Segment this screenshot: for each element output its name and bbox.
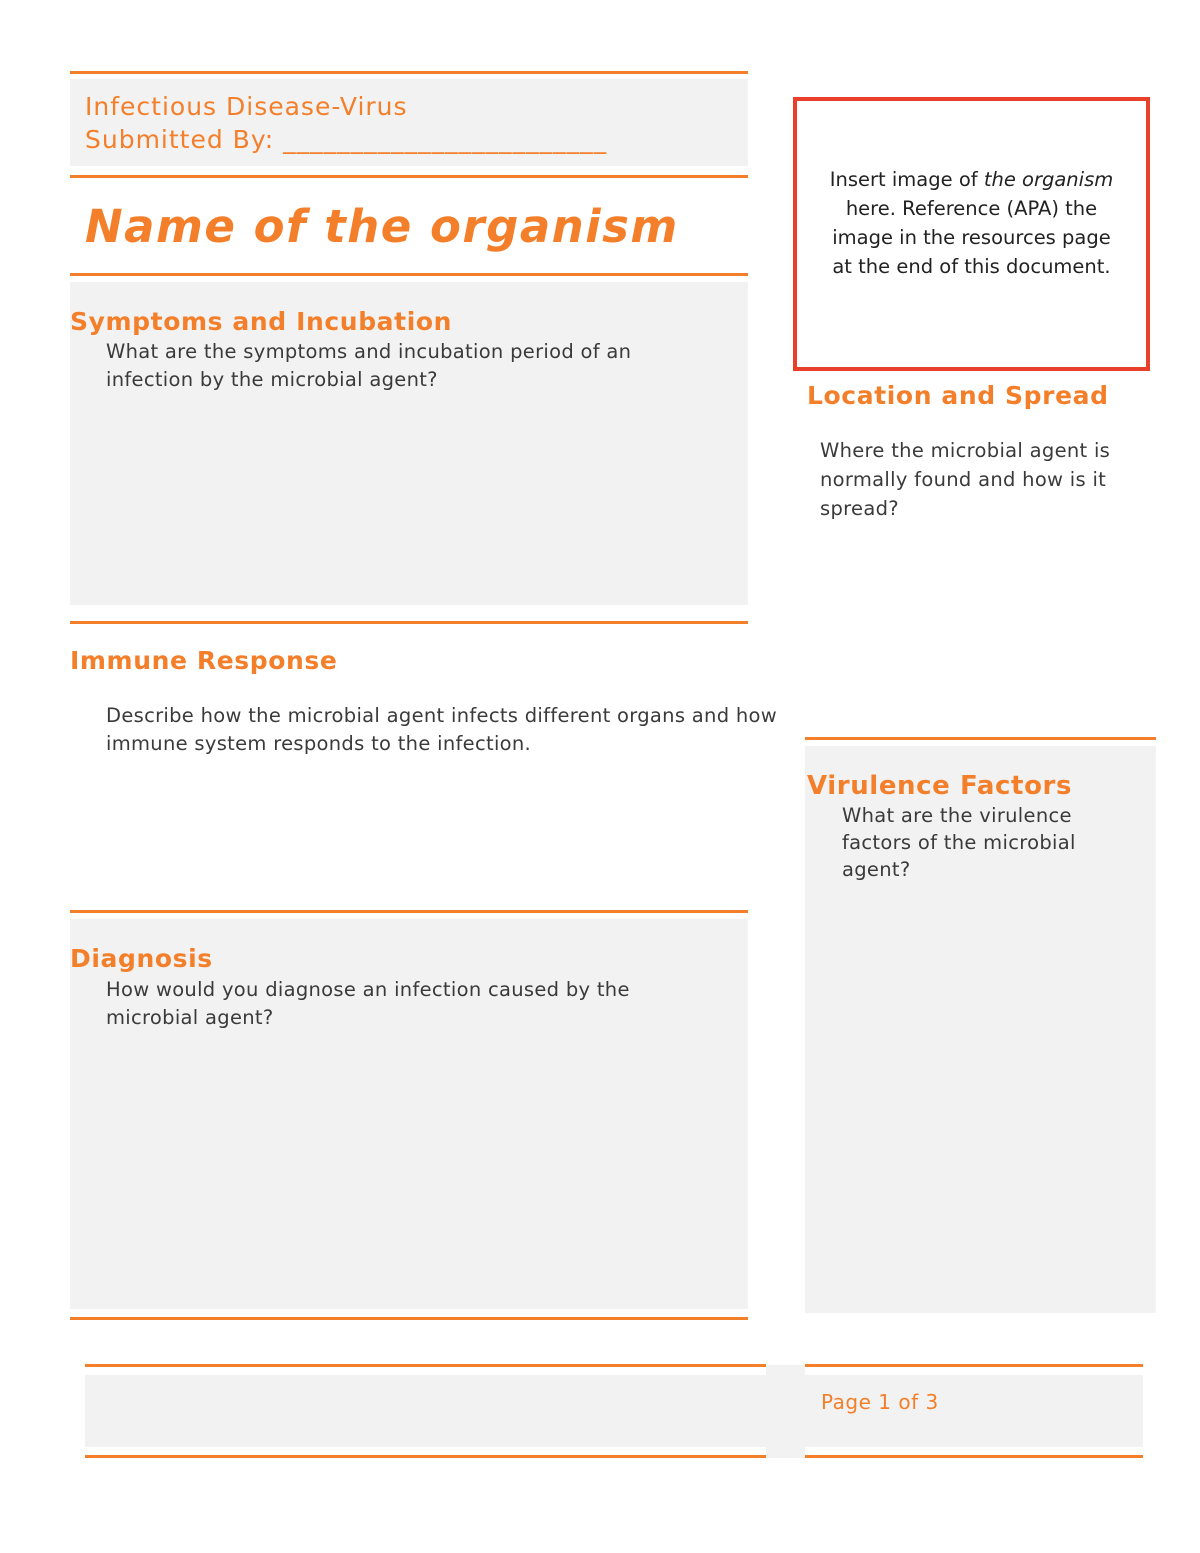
immune-heading: Immune Response — [70, 646, 338, 675]
page-number: Page 1 of 3 — [821, 1390, 939, 1414]
footer-right-top-rule — [805, 1364, 1143, 1367]
image-placeholder[interactable] — [793, 97, 1150, 371]
footer-right-bottom-rule — [805, 1455, 1143, 1458]
location-heading: Location and Spread — [807, 381, 1109, 410]
immune-prompt[interactable]: Describe how the microbial agent infects different organs and how immune system responds to the infection. — [106, 704, 778, 755]
diagnosis-prompt[interactable]: How would you diagnose an infection caused by the microbial agent? — [106, 978, 630, 1029]
virulence-heading: Virulence Factors — [807, 771, 1073, 801]
diagnosis-top-rule — [70, 910, 748, 913]
diagnosis-heading: Diagnosis — [70, 944, 213, 973]
footer-left-bottom-rule — [85, 1455, 766, 1458]
diagnosis-bottom-rule — [70, 1317, 748, 1320]
submitted-by-field[interactable]: Submitted By: ________________________ — [85, 125, 608, 154]
header-bottom-rule — [70, 175, 748, 178]
footer-left-panel — [85, 1375, 766, 1447]
symptoms-prompt[interactable]: What are the symptoms and incubation period of an infection by the microbial agent? — [106, 340, 632, 391]
location-prompt[interactable]: Where the microbial agent is normally found and how is it spread? — [820, 439, 1111, 520]
footer-left-top-rule — [85, 1364, 766, 1367]
header-top-rule — [70, 71, 748, 74]
document-subtitle: Infectious Disease-Virus — [85, 92, 408, 121]
virulence-top-rule — [805, 737, 1156, 740]
symptoms-heading: Symptoms and Incubation — [70, 307, 453, 336]
page-title[interactable]: Name of the organism — [85, 200, 679, 253]
image-placeholder-text: Insert image of the organism here. Reference (APA) the image in the resources page at the end of this document. — [829, 168, 1114, 278]
virulence-prompt[interactable]: What are the virulence factors of the microbial agent? — [842, 804, 1076, 881]
footer-gap-panel — [766, 1365, 805, 1458]
symptoms-bottom-rule — [70, 621, 748, 624]
title-bottom-rule — [70, 273, 748, 276]
